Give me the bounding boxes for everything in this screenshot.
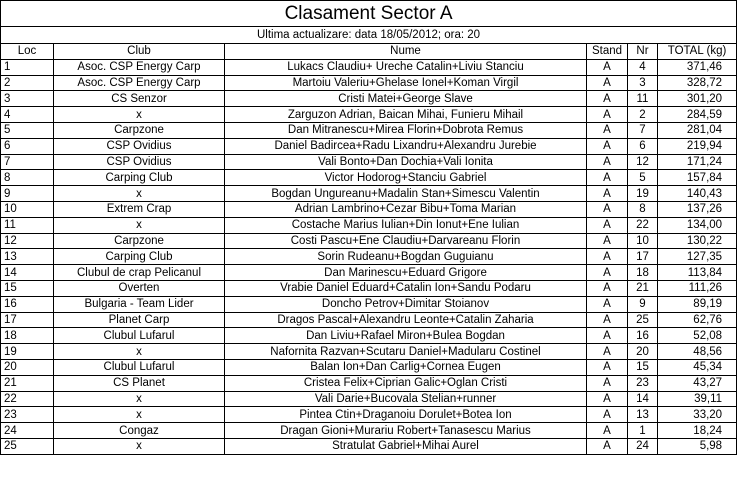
last-update-text: Ultima actualizare: data 18/05/2012; ora: 20 xyxy=(1,27,737,44)
cell-name: Dan Mitranescu+Mirea Florin+Dobrota Remus xyxy=(225,122,587,138)
cell-club: x xyxy=(54,217,225,233)
cell-total: 18,24 xyxy=(658,423,737,439)
table-row xyxy=(1,296,737,312)
cell-name: Lukacs Claudiu+ Ureche Catalin+Liviu Stanciu xyxy=(225,59,587,75)
cell-stand: A xyxy=(587,328,628,344)
cell-stand: A xyxy=(587,249,628,265)
cell-total: 281,04 xyxy=(658,122,737,138)
cell-loc: 21 xyxy=(1,375,54,391)
cell-stand: A xyxy=(587,423,628,439)
cell-stand: A xyxy=(587,201,628,217)
cell-nr: 12 xyxy=(628,154,658,170)
cell-club: Asoc. CSP Energy Carp xyxy=(54,75,225,91)
cell-loc: 23 xyxy=(1,407,54,423)
cell-total: 284,59 xyxy=(658,107,737,123)
cell-stand: A xyxy=(587,296,628,312)
cell-nr: 13 xyxy=(628,407,658,423)
cell-loc: 6 xyxy=(1,138,54,154)
cell-total: 45,34 xyxy=(658,359,737,375)
cell-nr: 20 xyxy=(628,344,658,360)
cell-nr: 16 xyxy=(628,328,658,344)
cell-loc: 1 xyxy=(1,59,54,75)
cell-club: Bulgaria - Team Lider xyxy=(54,296,225,312)
cell-name: Stratulat Gabriel+Mihai Aurel xyxy=(225,438,587,454)
cell-club: Congaz xyxy=(54,423,225,439)
cell-nr: 3 xyxy=(628,75,658,91)
cell-total: 43,27 xyxy=(658,375,737,391)
cell-total: 62,76 xyxy=(658,312,737,328)
cell-nr: 1 xyxy=(628,423,658,439)
table-row xyxy=(1,280,737,296)
table-row xyxy=(1,122,737,138)
cell-name: Adrian Lambrino+Cezar Bibu+Toma Marian xyxy=(225,201,587,217)
cell-nr: 25 xyxy=(628,312,658,328)
cell-name: Dan Marinescu+Eduard Grigore xyxy=(225,265,587,281)
cell-stand: A xyxy=(587,233,628,249)
cell-stand: A xyxy=(587,438,628,454)
table-row xyxy=(1,423,737,439)
cell-club: Carping Club xyxy=(54,249,225,265)
cell-nr: 5 xyxy=(628,170,658,186)
cell-total: 111,26 xyxy=(658,280,737,296)
cell-nr: 23 xyxy=(628,375,658,391)
cell-stand: A xyxy=(587,407,628,423)
table-row xyxy=(1,217,737,233)
cell-stand: A xyxy=(587,391,628,407)
cell-total: 301,20 xyxy=(658,91,737,107)
cell-name: Dragos Pascal+Alexandru Leonte+Catalin Zaharia xyxy=(225,312,587,328)
table-row xyxy=(1,233,737,249)
header-nr: Nr xyxy=(628,44,658,60)
cell-stand: A xyxy=(587,107,628,123)
table-row xyxy=(1,375,737,391)
cell-nr: 14 xyxy=(628,391,658,407)
cell-loc: 5 xyxy=(1,122,54,138)
cell-stand: A xyxy=(587,344,628,360)
table-row xyxy=(1,359,737,375)
table-row xyxy=(1,249,737,265)
cell-loc: 4 xyxy=(1,107,54,123)
table-row xyxy=(1,59,737,75)
table-row xyxy=(1,91,737,107)
cell-name: Costi Pascu+Ene Claudiu+Darvareanu Florin xyxy=(225,233,587,249)
cell-total: 127,35 xyxy=(658,249,737,265)
cell-nr: 7 xyxy=(628,122,658,138)
cell-stand: A xyxy=(587,375,628,391)
cell-stand: A xyxy=(587,359,628,375)
cell-loc: 22 xyxy=(1,391,54,407)
table-row xyxy=(1,391,737,407)
cell-name: Dan Liviu+Rafael Miron+Bulea Bogdan xyxy=(225,328,587,344)
table-row xyxy=(1,328,737,344)
cell-total: 140,43 xyxy=(658,186,737,202)
page-title: Clasament Sector A xyxy=(1,1,737,27)
cell-total: 130,22 xyxy=(658,233,737,249)
table-row xyxy=(1,154,737,170)
cell-nr: 18 xyxy=(628,265,658,281)
table-row xyxy=(1,312,737,328)
cell-total: 328,72 xyxy=(658,75,737,91)
cell-total: 219,94 xyxy=(658,138,737,154)
cell-total: 33,20 xyxy=(658,407,737,423)
cell-stand: A xyxy=(587,217,628,233)
cell-name: Dragan Gioni+Murariu Robert+Tanasescu Marius xyxy=(225,423,587,439)
cell-name: Zarguzon Adrian, Baican Mihai, Funieru Mihail xyxy=(225,107,587,123)
cell-name: Victor Hodorog+Stanciu Gabriel xyxy=(225,170,587,186)
cell-total: 39,11 xyxy=(658,391,737,407)
cell-club: Carpzone xyxy=(54,122,225,138)
header-total: TOTAL (kg) xyxy=(658,44,737,60)
cell-club: x xyxy=(54,344,225,360)
cell-loc: 25 xyxy=(1,438,54,454)
cell-club: x xyxy=(54,407,225,423)
cell-club: Carping Club xyxy=(54,170,225,186)
cell-club: x xyxy=(54,186,225,202)
table-row xyxy=(1,138,737,154)
cell-nr: 9 xyxy=(628,296,658,312)
cell-nr: 19 xyxy=(628,186,658,202)
cell-name: Vali Bonto+Dan Dochia+Vali Ionita xyxy=(225,154,587,170)
cell-name: Vali Darie+Bucovala Stelian+runner xyxy=(225,391,587,407)
cell-club: Clubul Lufarul xyxy=(54,359,225,375)
cell-name: Vrabie Daniel Eduard+Catalin Ion+Sandu Podaru xyxy=(225,280,587,296)
cell-total: 157,84 xyxy=(658,170,737,186)
cell-nr: 8 xyxy=(628,201,658,217)
cell-name: Sorin Rudeanu+Bogdan Guguianu xyxy=(225,249,587,265)
cell-name: Bogdan Ungureanu+Madalin Stan+Simescu Valentin xyxy=(225,186,587,202)
cell-name: Pintea Ctin+Draganoiu Dorulet+Botea Ion xyxy=(225,407,587,423)
cell-stand: A xyxy=(587,154,628,170)
cell-loc: 9 xyxy=(1,186,54,202)
cell-nr: 10 xyxy=(628,233,658,249)
table-row xyxy=(1,186,737,202)
cell-total: 137,26 xyxy=(658,201,737,217)
cell-loc: 19 xyxy=(1,344,54,360)
cell-loc: 16 xyxy=(1,296,54,312)
cell-stand: A xyxy=(587,122,628,138)
cell-club: Planet Carp xyxy=(54,312,225,328)
cell-total: 48,56 xyxy=(658,344,737,360)
cell-club: Clubul de crap Pelicanul xyxy=(54,265,225,281)
standings-body xyxy=(1,59,737,454)
cell-stand: A xyxy=(587,186,628,202)
table-row xyxy=(1,265,737,281)
cell-name: Martoiu Valeriu+Ghelase Ionel+Koman Virgil xyxy=(225,75,587,91)
table-row xyxy=(1,107,737,123)
cell-total: 134,00 xyxy=(658,217,737,233)
header-club: Club xyxy=(54,44,225,60)
cell-name: Nafornita Razvan+Scutaru Daniel+Madularu Costinel xyxy=(225,344,587,360)
cell-club: CSP Ovidius xyxy=(54,138,225,154)
cell-nr: 22 xyxy=(628,217,658,233)
cell-loc: 12 xyxy=(1,233,54,249)
cell-club: CS Senzor xyxy=(54,91,225,107)
cell-name: Balan Ion+Dan Carlig+Cornea Eugen xyxy=(225,359,587,375)
cell-name: Cristi Matei+George Slave xyxy=(225,91,587,107)
cell-stand: A xyxy=(587,265,628,281)
cell-loc: 17 xyxy=(1,312,54,328)
header-row xyxy=(1,44,737,60)
cell-nr: 21 xyxy=(628,280,658,296)
header-name: Nume xyxy=(225,44,587,60)
table-row xyxy=(1,170,737,186)
table-row xyxy=(1,344,737,360)
cell-total: 89,19 xyxy=(658,296,737,312)
cell-stand: A xyxy=(587,91,628,107)
cell-name: Costache Marius Iulian+Din Ionut+Ene Iulian xyxy=(225,217,587,233)
cell-stand: A xyxy=(587,75,628,91)
cell-total: 171,24 xyxy=(658,154,737,170)
cell-name: Doncho Petrov+Dimitar Stoianov xyxy=(225,296,587,312)
cell-club: CSP Ovidius xyxy=(54,154,225,170)
cell-nr: 11 xyxy=(628,91,658,107)
cell-stand: A xyxy=(587,59,628,75)
header-stand: Stand xyxy=(587,44,628,60)
cell-loc: 13 xyxy=(1,249,54,265)
cell-nr: 6 xyxy=(628,138,658,154)
cell-loc: 11 xyxy=(1,217,54,233)
cell-loc: 2 xyxy=(1,75,54,91)
cell-loc: 10 xyxy=(1,201,54,217)
cell-club: x xyxy=(54,438,225,454)
cell-stand: A xyxy=(587,170,628,186)
cell-stand: A xyxy=(587,280,628,296)
cell-club: Overten xyxy=(54,280,225,296)
cell-total: 371,46 xyxy=(658,59,737,75)
cell-loc: 24 xyxy=(1,423,54,439)
header-loc: Loc xyxy=(1,44,54,60)
cell-total: 113,84 xyxy=(658,265,737,281)
cell-nr: 17 xyxy=(628,249,658,265)
cell-stand: A xyxy=(587,138,628,154)
cell-nr: 2 xyxy=(628,107,658,123)
cell-loc: 20 xyxy=(1,359,54,375)
cell-club: Carpzone xyxy=(54,233,225,249)
cell-club: Asoc. CSP Energy Carp xyxy=(54,59,225,75)
table-row xyxy=(1,75,737,91)
cell-name: Cristea Felix+Ciprian Galic+Oglan Cristi xyxy=(225,375,587,391)
cell-total: 52,08 xyxy=(658,328,737,344)
cell-nr: 15 xyxy=(628,359,658,375)
cell-nr: 4 xyxy=(628,59,658,75)
cell-club: Clubul Lufarul xyxy=(54,328,225,344)
cell-loc: 14 xyxy=(1,265,54,281)
table-row xyxy=(1,201,737,217)
cell-total: 5,98 xyxy=(658,438,737,454)
cell-name: Daniel Badircea+Radu Lixandru+Alexandru Jurebie xyxy=(225,138,587,154)
cell-stand: A xyxy=(587,312,628,328)
cell-loc: 15 xyxy=(1,280,54,296)
table-row xyxy=(1,438,737,454)
cell-loc: 7 xyxy=(1,154,54,170)
cell-club: CS Planet xyxy=(54,375,225,391)
cell-club: x xyxy=(54,107,225,123)
cell-club: x xyxy=(54,391,225,407)
table-row xyxy=(1,407,737,423)
cell-nr: 24 xyxy=(628,438,658,454)
cell-loc: 3 xyxy=(1,91,54,107)
cell-club: Extrem Crap xyxy=(54,201,225,217)
cell-loc: 8 xyxy=(1,170,54,186)
cell-loc: 18 xyxy=(1,328,54,344)
